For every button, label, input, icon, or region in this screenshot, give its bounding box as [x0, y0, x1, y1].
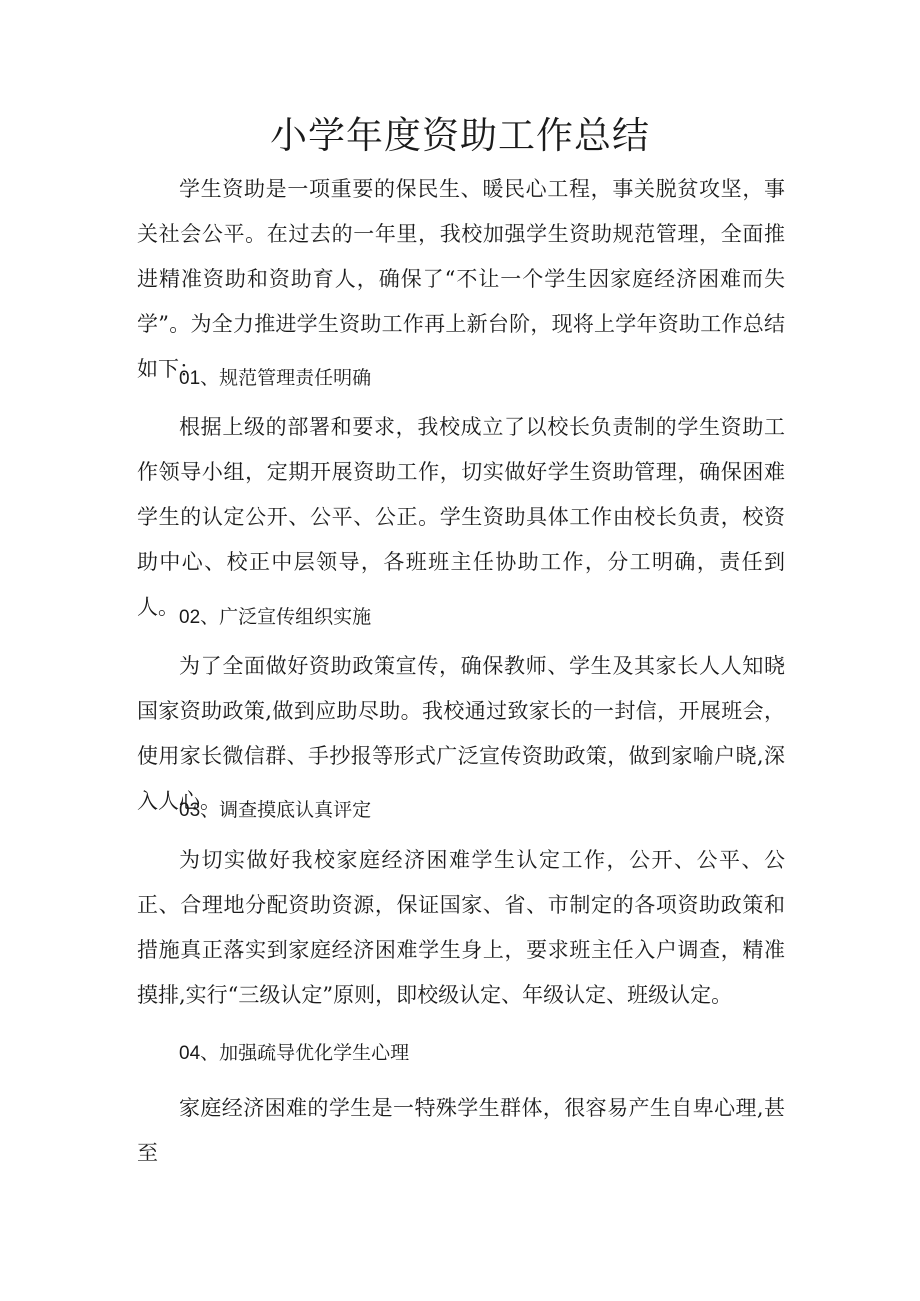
section-body-03: 为切实做好我校家庭经济困难学生认定工作，公开、公平、公正、合理地分配资助资源，保证国家、省、市制定的各项资助政策和措施真正落实到家庭经济困难学生身上，要求班主任入户调查，精准摸排,实行“三级认定”原则，即校级认定、年级认定、班级认定。	[137, 848, 785, 1007]
intro-paragraph: 学生资助是一项重要的保民生、暖民心工程，事关脱贫攻坚，事关社会公平。在过去的一年里，我校加强学生资助规范管理，全面推进精准资助和资助育人，确保了“不让一个学生因家庭经济困难而失学”。为全力推进学生资助工作再上新台阶，现将上学年资助工作总结如下：	[137, 177, 785, 381]
section-heading-04: 04、加强疏导优化学生心理	[179, 1043, 410, 1064]
section-body-02: 为了全面做好资助政策宣传，确保教师、学生及其家长人人知晓国家资助政策,做到应助尽助。我校通过致家长的一封信，开展班会，使用家长微信群、手抄报等形式广泛宣传资助政策，做到家喻户晓,深入人心。	[137, 654, 785, 813]
section-body-04: 家庭经济困难的学生是一特殊学生群体，很容易产生自卑心理,甚至	[137, 1096, 785, 1165]
section-heading-02: 02、广泛宣传组织实施	[179, 607, 372, 628]
section-body-01: 根据上级的部署和要求，我校成立了以校长负责制的学生资助工作领导小组，定期开展资助工作，切实做好学生资助管理，确保困难学生的认定公开、公平、公正。学生资助具体工作由校长负责，校资助中心、校正中层领导，各班班主任协助工作，分工明确，责任到人。	[137, 415, 785, 619]
section-heading-03: 03、调查摸底认真评定	[179, 800, 372, 821]
section-heading-01: 01、规范管理责任明确	[179, 368, 372, 389]
document-title: 小学年度资助工作总结	[270, 114, 650, 157]
